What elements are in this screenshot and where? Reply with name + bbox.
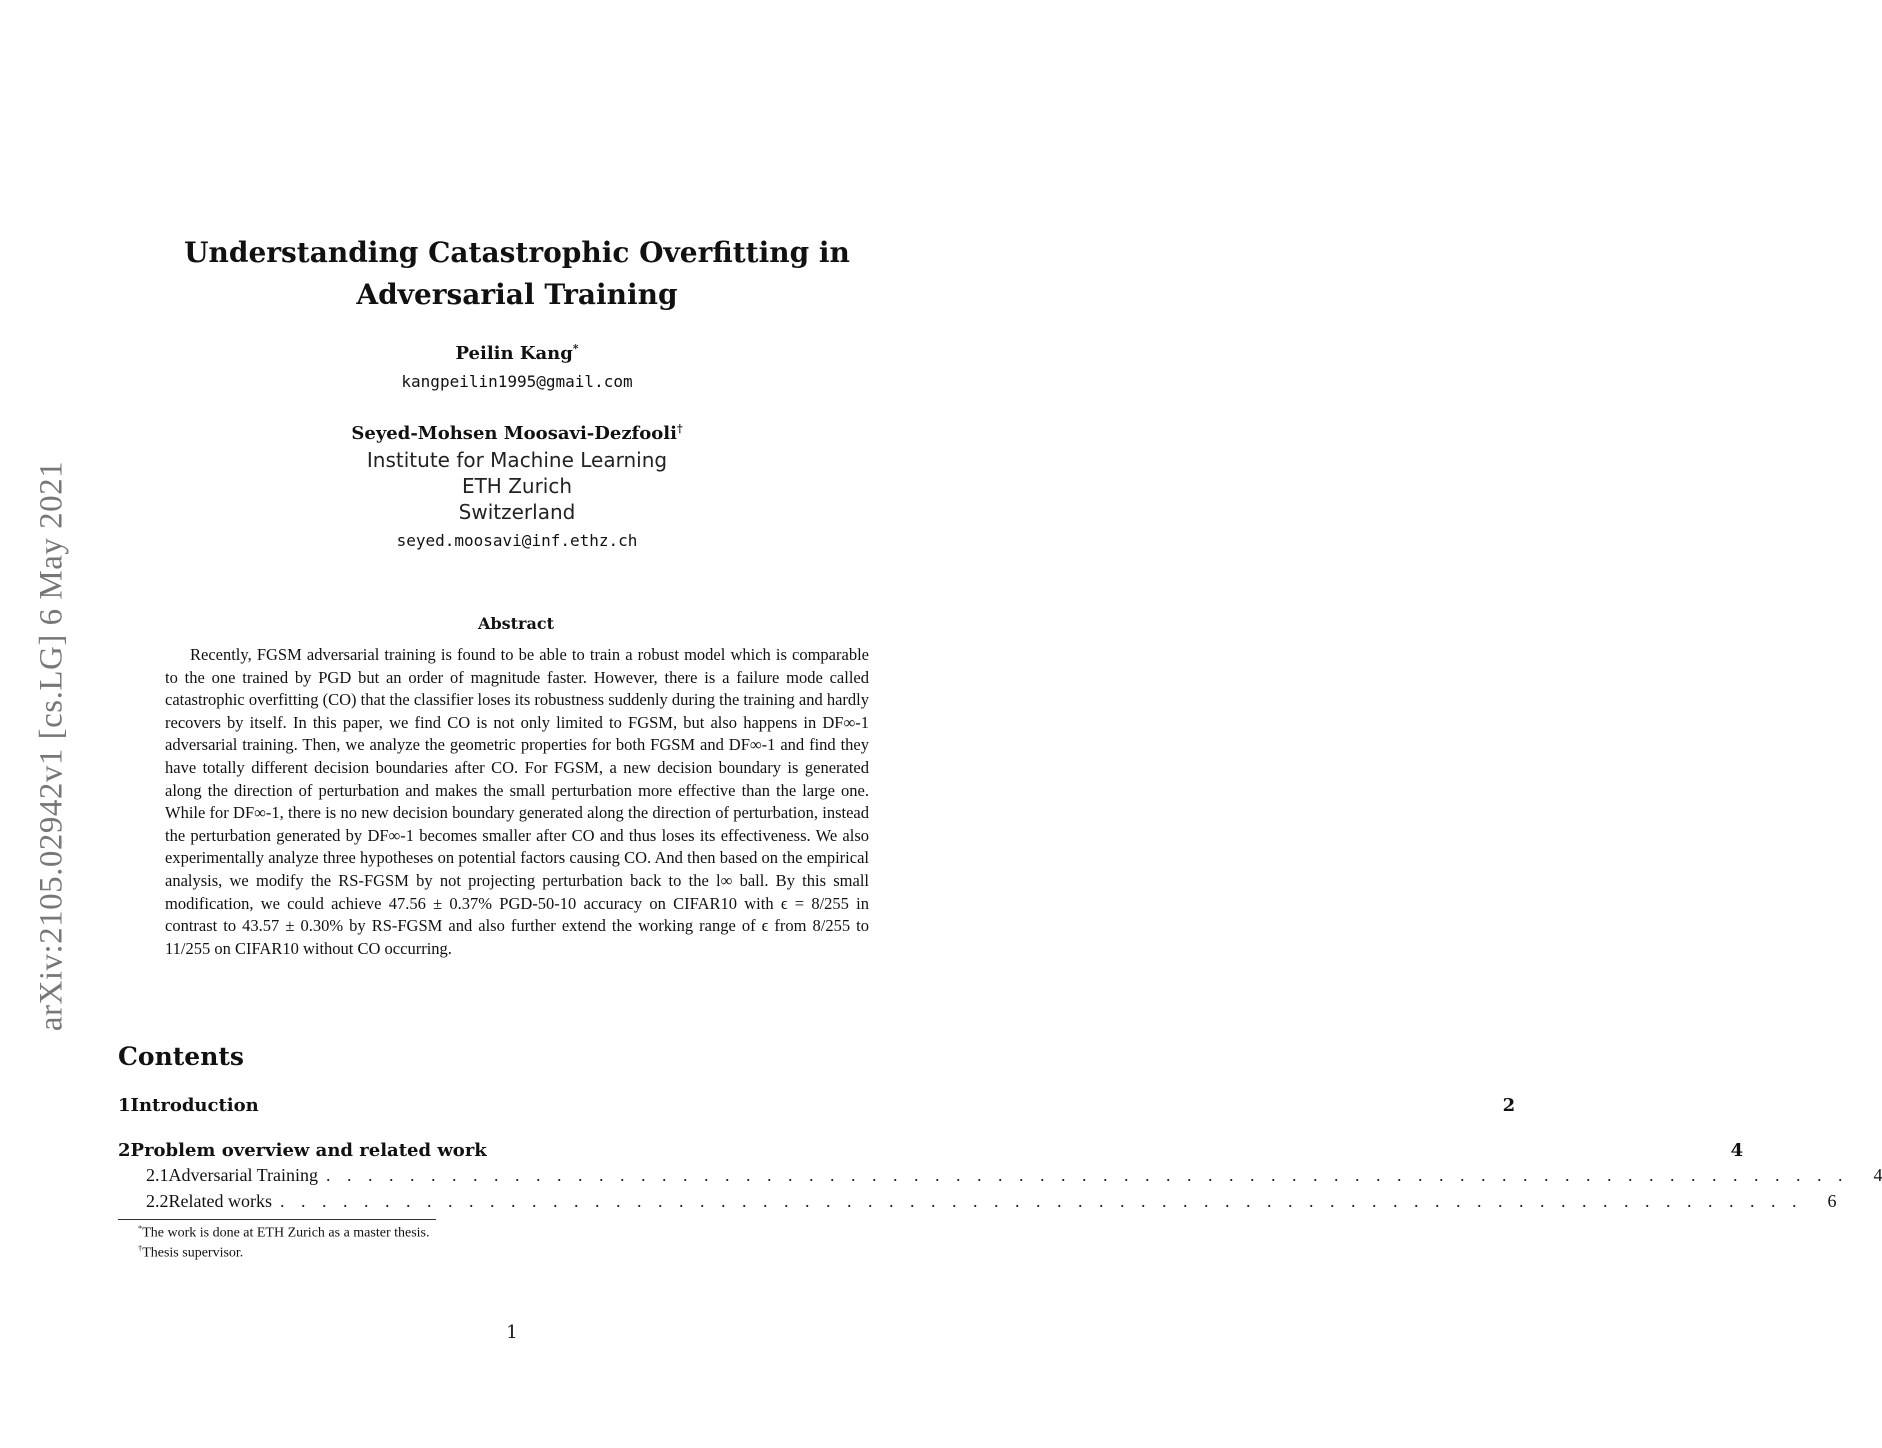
toc-number: 2 (118, 1140, 131, 1161)
author-2-affiliation-institute: Institute for Machine Learning (366, 448, 668, 472)
author-2-email: seyed.moosavi@inf.ethz.ch (396, 531, 638, 550)
title-line-1: Understanding Catastrophic Overfitting in (184, 236, 850, 269)
footnote-2-mark: † (138, 1244, 143, 1253)
abstract-body: Recently, FGSM adversarial training is found to be able to train a robust model which is comparable to the one trained by PGD but an order of magnitude faster. However, there is a failure mode called catastrophic overfitting (CO) that the classifier loses its robustness suddenly during the training and hardly recovers by itself. In this paper, we find CO is not only limited to FGSM, but also happens in DF∞-1 adversarial training. Then, we analyze the geometric properties for both FGSM and DF∞-1 and find they have totally different decision boundaries after CO. For FGSM, a new decision boundary is generated along the direction of perturbation and makes the small perturbation more effective than the large one. While for DF∞-1, there is no new decision boundary generated along the direction of perturbation, instead the perturbation generated by DF∞-1 becomes smaller after CO and thus loses its effectiveness. We also experimentally analyze three hypotheses on potential factors causing CO. And then based on the empirical analysis, we modify the RS-FGSM by not projecting perturbation back to the l∞ ball. By this small modification, we could achieve 47.56 ± 0.37% PGD-50-10 accuracy on CIFAR10 with ϵ = 8/255 in contrast to 43.57 ± 0.30% by RS-FGSM and also further extend the working range of ϵ from 8/255 to 11/255 on CIFAR10 without CO occurring. (165, 645, 869, 958)
paper-title (150, 232, 884, 316)
footnote-2-text: Thesis supervisor. (142, 1245, 244, 1261)
toc-leader: . . . . . . . . . . . . . . . . . . . . . . . . . . . . . . . . . . . . . . . . . . . . . . . . . . . . . . . . . . . . . . . . . . . . . . . . . (279, 1191, 1803, 1211)
toc-page: 2 (1502, 1095, 1516, 1116)
toc-page: 6 (1827, 1191, 1837, 1211)
author-1-email: kangpeilin1995@gmail.com (401, 372, 633, 391)
toc-title: Problem overview and related work (130, 1140, 487, 1161)
page-number: 1 (506, 1322, 518, 1343)
author-2-name-block (300, 422, 734, 444)
author-1-name: Peilin Kang (455, 343, 573, 364)
toc-page: 4 (1730, 1140, 1744, 1161)
arxiv-id-text: arXiv:2105.02942v1 [cs.LG] 6 May 2021 (33, 460, 70, 1032)
toc-entry[interactable] (118, 1140, 1744, 1164)
footnote-1-mark: * (138, 1224, 143, 1233)
toc-number: 2.2 (146, 1191, 169, 1211)
toc-entry[interactable] (118, 1191, 1837, 1215)
toc-number: 1 (118, 1095, 131, 1116)
author-1-name-block (300, 342, 734, 364)
toc-page: 4 (1873, 1165, 1882, 1185)
abstract-heading: Abstract (478, 614, 554, 633)
footnote-rule (118, 1219, 436, 1220)
footnote-1-text: The work is done at ETH Zurich as a master thesis. (142, 1225, 430, 1241)
footnote-1 (138, 1224, 430, 1242)
title-line-2: Adversarial Training (356, 278, 678, 311)
toc-title: Adversarial Training (168, 1165, 318, 1185)
footnote-2 (138, 1244, 243, 1262)
author-2-name: Seyed-Mohsen Moosavi-Dezfooli (351, 423, 677, 444)
toc-title: Introduction (130, 1095, 259, 1116)
toc-number: 2.1 (146, 1165, 169, 1185)
author-2-affiliation-country: Switzerland (458, 500, 576, 524)
toc-leader: . . . . . . . . . . . . . . . . . . . . . . . . . . . . . . . . . . . . . . . . . . . . . . . . . . . . . . . . . . . . . . . . . . . . . . . . . (325, 1165, 1849, 1185)
author-2-footnote-mark: † (676, 422, 683, 435)
author-1-footnote-mark: * (572, 342, 579, 355)
contents-heading: Contents (118, 1042, 245, 1071)
toc-entry[interactable] (118, 1095, 1516, 1119)
toc-entry[interactable] (118, 1165, 1882, 1189)
toc-title: Related works (168, 1191, 272, 1211)
author-2-affiliation-university: ETH Zurich (461, 474, 573, 498)
